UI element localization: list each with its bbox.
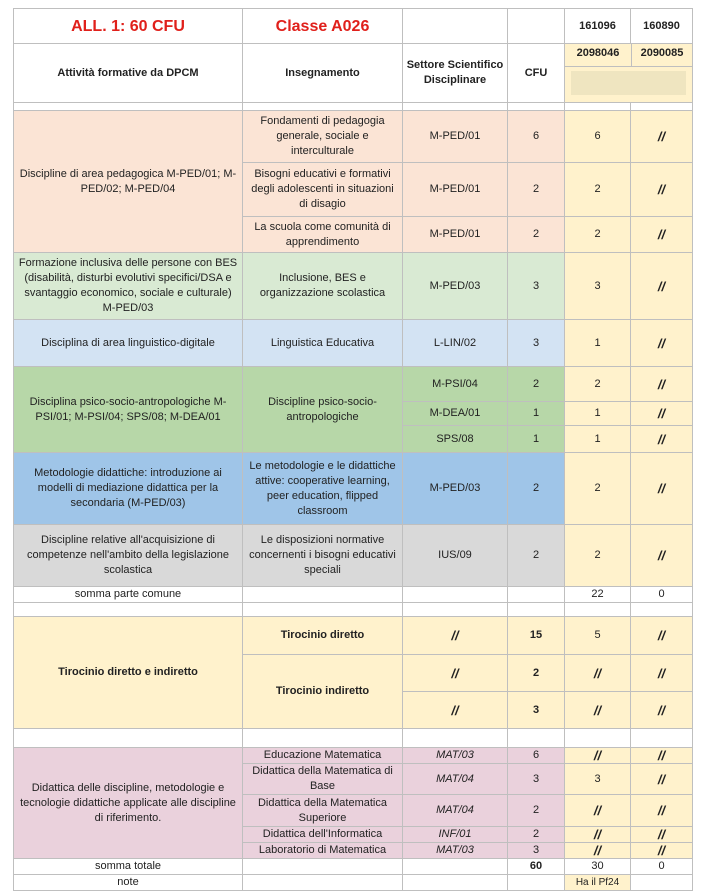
cfu-cell: 1 [508,402,565,426]
cfu-cell: 2 [508,367,565,402]
attivita-bes: Formazione inclusiva delle persone con BES (disabilità, disturbi evolutivi specifici/DSA e svantaggio economico, sociale e culturale) M-PED/03 [14,253,243,320]
sub-code-bar [571,71,686,95]
settore-cell: INF/01 [403,827,508,843]
c2-cell: // [631,617,693,655]
insegnamento-cell: Didattica dell'Informatica [243,827,403,843]
cfu-cell: 2 [508,655,565,692]
c2-cell: // [631,217,693,253]
somma-totale-cfu: 60 [508,859,565,875]
c2-cell: // [631,655,693,692]
c2-cell: // [631,426,693,453]
cfu-cell: 6 [508,748,565,764]
c1-cell: // [565,795,631,827]
cfu-cell: 2 [508,163,565,217]
sub-code-1: 2098046 [565,44,632,66]
cfu-table [13,8,693,891]
cfu-cell: 2 [508,217,565,253]
settore-cell: M-PED/01 [403,217,508,253]
somma-comune-c1: 22 [565,587,631,603]
c1-cell: // [565,827,631,843]
settore-cell: MAT/04 [403,795,508,827]
tirocinio-diretto-label: Tirocinio diretto [243,617,403,655]
c1-cell: // [565,843,631,859]
tirocinio-indiretto-label: Tirocinio indiretto [243,655,403,729]
attivita-pedagogica: Discipline di area pedagogica M-PED/01; M-PED/02; M-PED/04 [14,111,243,253]
c2-cell: // [631,253,693,320]
c2-cell: // [631,525,693,587]
cfu-cell: 2 [508,525,565,587]
c1-cell: // [565,692,631,729]
c1-cell: 1 [565,402,631,426]
col-insegnamento: Insegnamento [243,44,403,103]
c2-cell: // [631,764,693,795]
c2-cell: // [631,827,693,843]
c2-cell: // [631,320,693,367]
settore-cell: M-PED/01 [403,111,508,163]
insegnamento-cell: Linguistica Educativa [243,320,403,367]
settore-cell: M-DEA/01 [403,402,508,426]
insegnamento-cell: Didattica della Matematica di Base [243,764,403,795]
insegnamento-cell: Inclusione, BES e organizzazione scolastica [243,253,403,320]
cfu-cell: 3 [508,253,565,320]
settore-cell: M-PED/03 [403,453,508,525]
attivita-metodologie: Metodologie didattiche: introduzione ai modelli di mediazione didattica per la secondaria (M-PED/03) [14,453,243,525]
cfu-cell: 2 [508,453,565,525]
settore-cell: M-PSI/04 [403,367,508,402]
col-settore: Settore Scientifico Disciplinare [403,44,508,103]
c1-cell: 1 [565,320,631,367]
insegnamento-cell: Le disposizioni normative concernenti i bisogni educativi speciali [243,525,403,587]
c2-cell: // [631,163,693,217]
attivita-tirocinio: Tirocinio diretto e indiretto [14,617,243,729]
code-2: 160890 [631,9,693,44]
cfu-cell: 1 [508,426,565,453]
c2-cell: // [631,402,693,426]
c2-cell: // [631,367,693,402]
col-cfu: CFU [508,44,565,103]
settore-cell: L-LIN/02 [403,320,508,367]
insegnamento-cell: Educazione Matematica [243,748,403,764]
note-label: note [14,875,243,891]
c1-cell: 6 [565,111,631,163]
insegnamento-cell: Fondamenti di pedagogia generale, sociale e interculturale [243,111,403,163]
note-c1: Ha il Pf24 [565,875,631,891]
c1-cell: 2 [565,525,631,587]
title-left: ALL. 1: 60 CFU [14,9,243,44]
attivita-legislazione: Discipline relative all'acquisizione di competenze nell'ambito della legislazione scolastica [14,525,243,587]
settore-cell: M-PED/01 [403,163,508,217]
c2-cell: // [631,843,693,859]
code-1: 161096 [565,9,631,44]
c1-cell: 3 [565,253,631,320]
c2-cell: // [631,111,693,163]
sub-codes [565,44,693,103]
c2-cell: // [631,692,693,729]
somma-comune-c2: 0 [631,587,693,603]
settore-cell: IUS/09 [403,525,508,587]
insegnamento-cell: Didattica della Matematica Superiore [243,795,403,827]
c2-cell: // [631,453,693,525]
insegnamento-cell: Laboratorio di Matematica [243,843,403,859]
settore-cell: M-PED/03 [403,253,508,320]
title-right: Classe A026 [243,9,403,44]
c1-cell: // [565,748,631,764]
c2-cell: // [631,748,693,764]
attivita-linguistico: Disciplina di area linguistico-digitale [14,320,243,367]
cfu-cell: 3 [508,764,565,795]
cfu-cell: 3 [508,692,565,729]
cfu-cell: 3 [508,320,565,367]
c1-cell: // [565,655,631,692]
insegnamento-cell: Bisogni educativi e formativi degli adolescenti in situazioni di disagio [243,163,403,217]
insegnamento-cell: Discipline psico-socio-antropologiche [243,367,403,453]
col-attivita: Attività formative da DPCM [14,44,243,103]
settore-cell: SPS/08 [403,426,508,453]
settore-cell: // [403,692,508,729]
c1-cell: 1 [565,426,631,453]
c1-cell: 2 [565,367,631,402]
somma-comune-label: somma parte comune [14,587,243,603]
somma-totale-c2: 0 [631,859,693,875]
c2-cell: // [631,795,693,827]
cfu-cell: 3 [508,843,565,859]
cfu-cell: 2 [508,795,565,827]
attivita-didattica: Didattica delle discipline, metodologie e tecnologie didattiche applicate alle discipline di riferimento. [14,748,243,859]
cfu-cell: 2 [508,827,565,843]
cfu-cell: 15 [508,617,565,655]
c1-cell: 2 [565,453,631,525]
cfu-cell: 6 [508,111,565,163]
somma-totale-label: somma totale [14,859,243,875]
c1-cell: 2 [565,163,631,217]
sub-code-2: 2090085 [640,47,684,59]
settore-cell: MAT/04 [403,764,508,795]
settore-cell: MAT/03 [403,843,508,859]
c1-cell: 5 [565,617,631,655]
insegnamento-cell: Le metodologie e le didattiche attive: cooperative learning, peer education, flipped classroom [243,453,403,525]
somma-totale-c1: 30 [565,859,631,875]
settore-cell: // [403,617,508,655]
insegnamento-cell: La scuola come comunità di apprendimento [243,217,403,253]
c1-cell: 3 [565,764,631,795]
c1-cell: 2 [565,217,631,253]
attivita-psico: Disciplina psico-socio-antropologiche M-PSI/01; M-PSI/04; SPS/08; M-DEA/01 [14,367,243,453]
settore-cell: // [403,655,508,692]
settore-cell: MAT/03 [403,748,508,764]
